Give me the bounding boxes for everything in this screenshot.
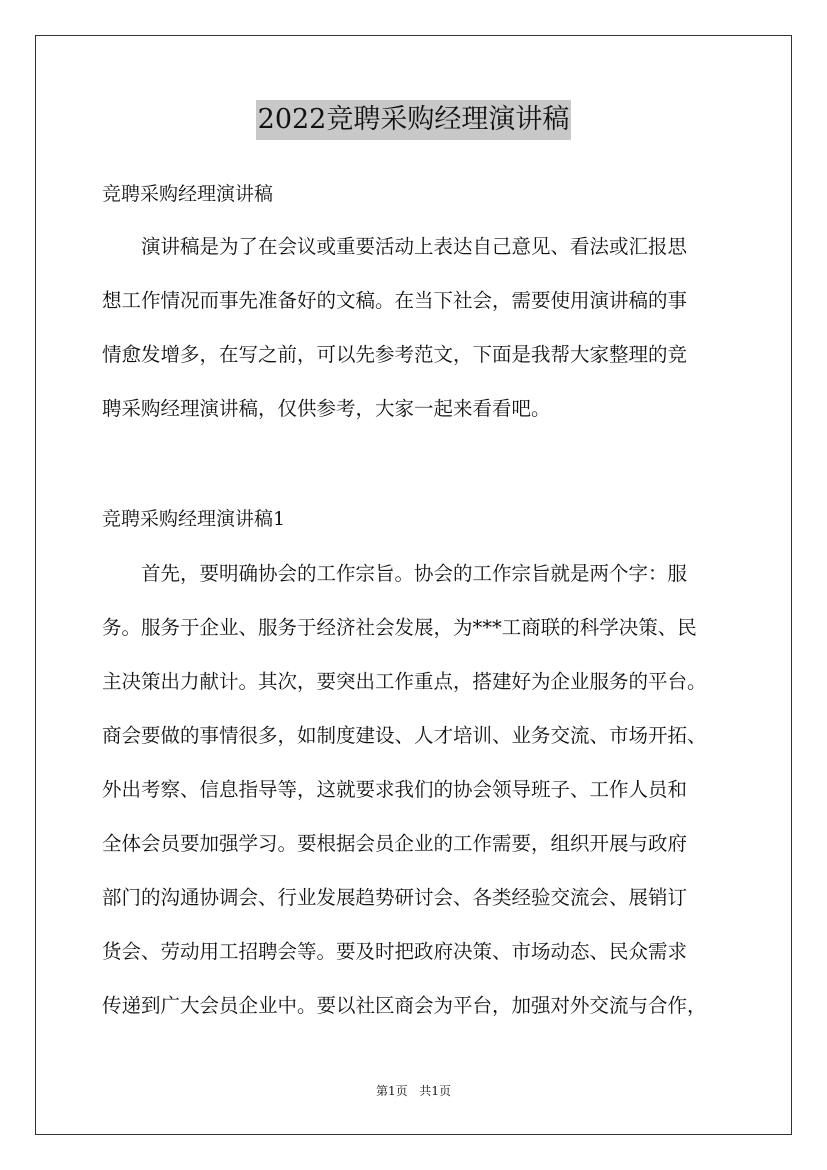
paragraph-line: 部门的沟通协调会、行业发展趋势研讨会、各类经验交流会、展销订 <box>102 886 688 909</box>
paragraph-line: 传递到广大会员企业中。要以社区商会为平台，加强对外交流与合作， <box>102 994 707 1017</box>
page-footer <box>0 1082 827 1100</box>
body-paragraph <box>102 547 742 1033</box>
paragraph-line: 情愈发增多，在写之前，可以先参考范文，下面是我帮大家整理的竞 <box>102 343 688 366</box>
section-heading: 竞聘采购经理演讲稿 <box>102 183 274 205</box>
document-title-text: 2022竞聘采购经理演讲稿 <box>256 100 572 140</box>
page-number: 第1页 <box>375 1084 408 1098</box>
total-pages: 共1页 <box>419 1084 452 1098</box>
paragraph-line: 想工作情况而事先准备好的文稿。在当下社会，需要使用演讲稿的事 <box>102 289 688 312</box>
paragraph-line: 聘采购经理演讲稿，仅供参考，大家一起来看看吧。 <box>102 397 551 420</box>
paragraph-line: 货会、劳动用工招聘会等。要及时把政府决策、市场动态、民众需求 <box>102 940 688 963</box>
intro-paragraph <box>102 220 742 436</box>
paragraph-line: 演讲稿是为了在会议或重要活动上表达自己意见、看法或汇报思 <box>141 235 688 258</box>
paragraph-line: 外出考察、信息指导等，这就要求我们的协会领导班子、工作人员和 <box>102 778 688 801</box>
section-heading: 竞聘采购经理演讲稿1 <box>102 508 286 530</box>
document-title <box>0 100 827 140</box>
paragraph-line: 主决策出力献计。其次，要突出工作重点，搭建好为企业服务的平台。 <box>102 670 707 693</box>
paragraph-line: 商会要做的事情很多，如制度建设、人才培训、业务交流、市场开拓、 <box>102 724 707 747</box>
paragraph-line: 首先，要明确协会的工作宗旨。协会的工作宗旨就是两个字：服 <box>141 562 688 585</box>
paragraph-line: 全体会员要加强学习。要根据会员企业的工作需要，组织开展与政府 <box>102 832 688 855</box>
paragraph-line: 务。服务于企业、服务于经济社会发展，为***工商联的科学决策、民 <box>102 616 697 639</box>
